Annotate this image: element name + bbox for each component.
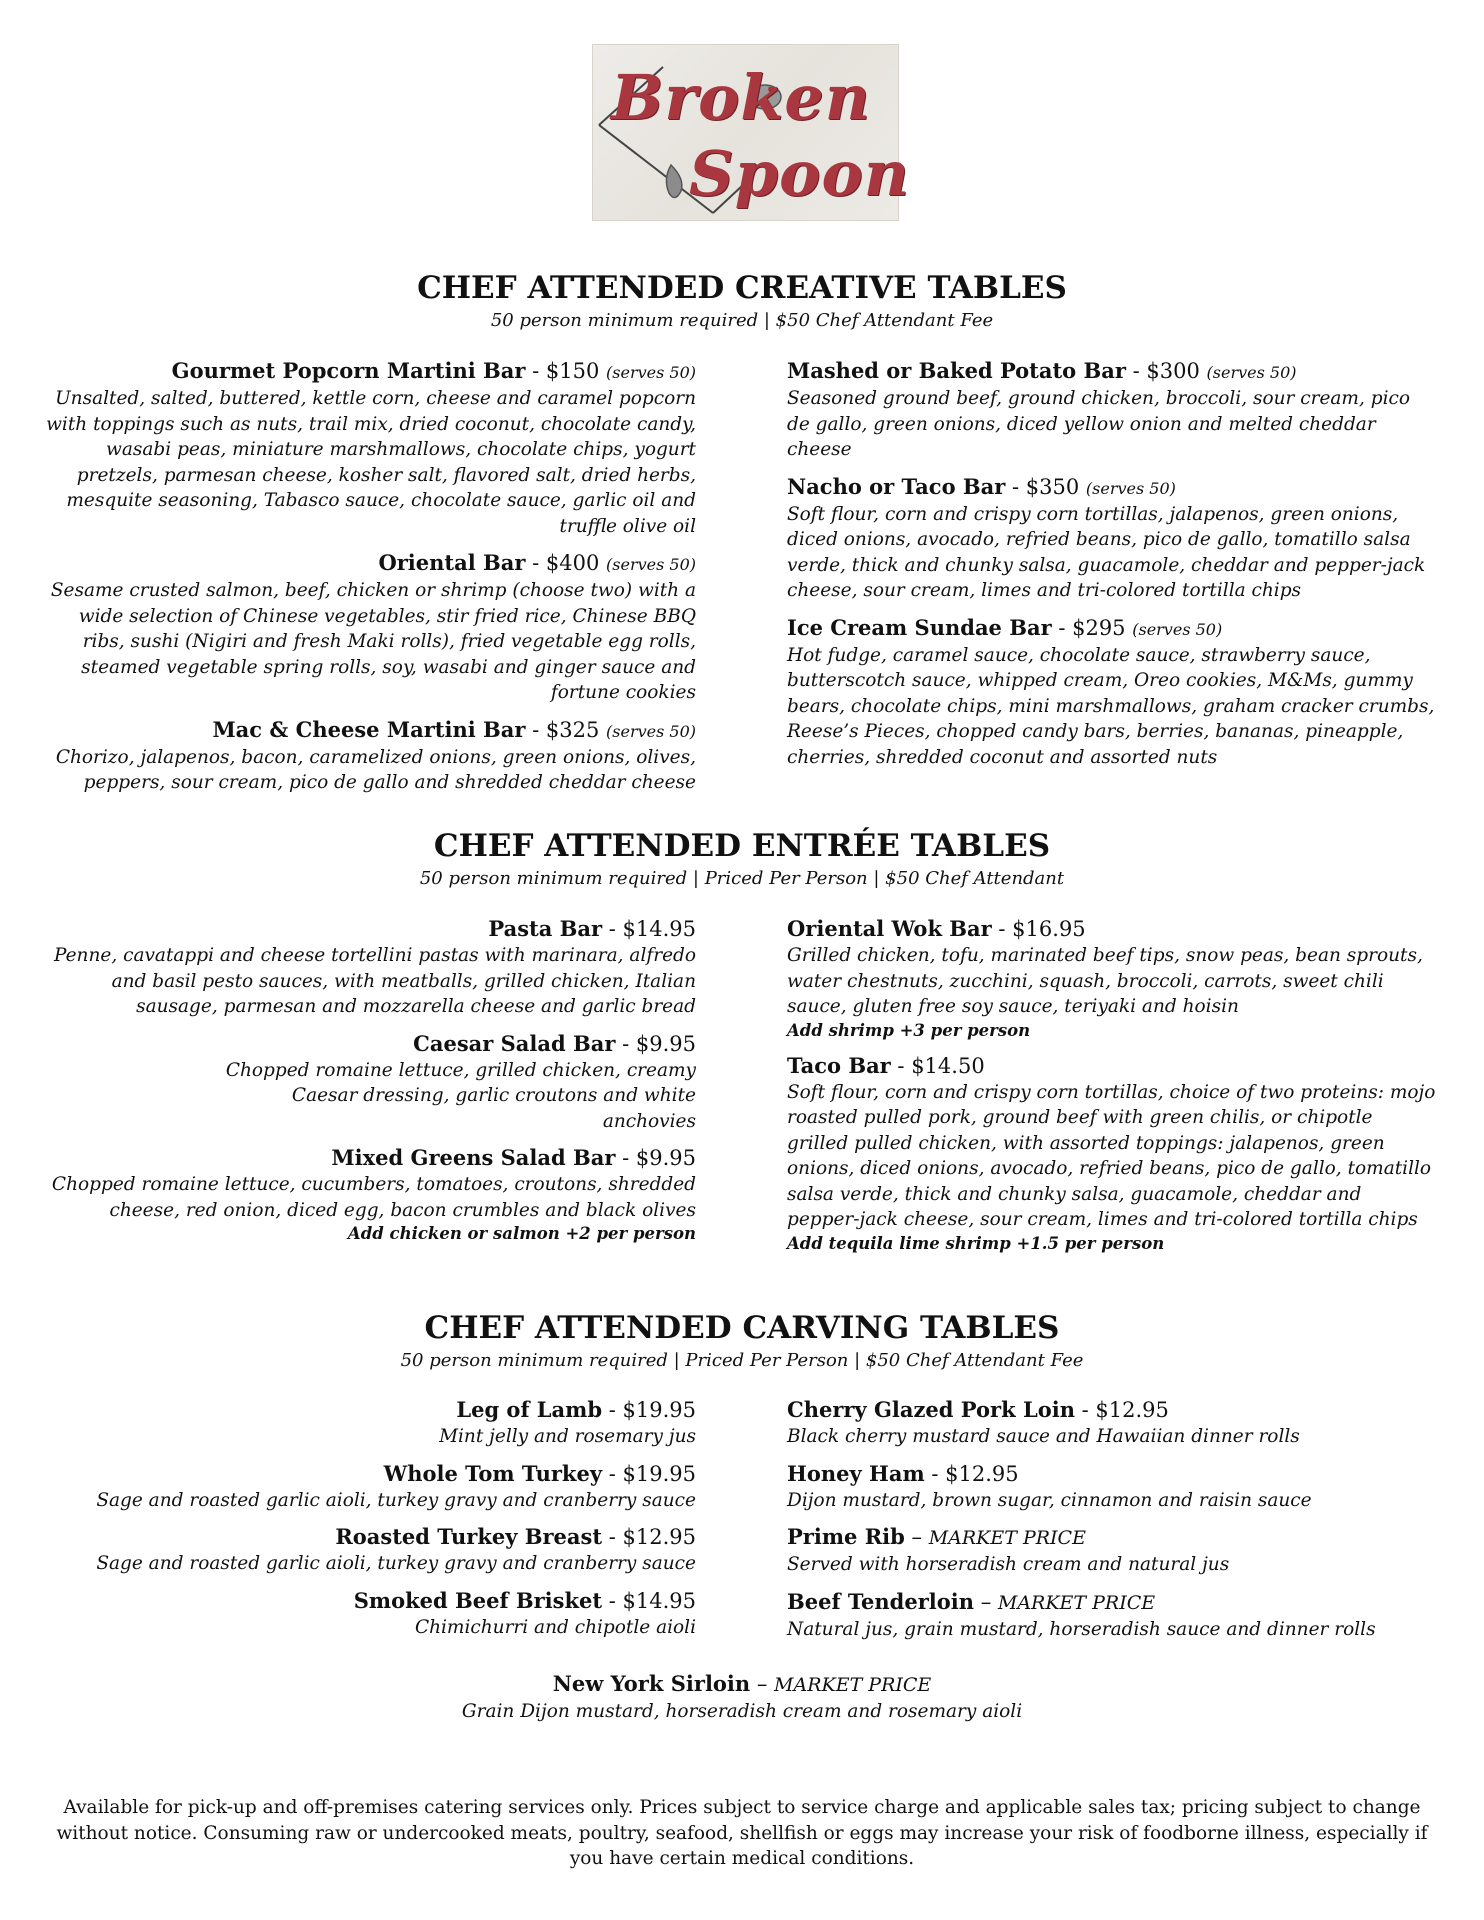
menu-item [46,1460,696,1514]
item-description: Soft flour, corn and crispy corn tortillas, choice of two proteins: mojo roasted pulled pork, ground beef with green chilis, or chipotle grilled pulled chicken, with assorted toppings: jalapenos, green onions, diced onions, avocado, refried beans, pico de gallo, tomatillo salsa verde, thick and chunky salsa, guacamole, cheddar and pepper-jack cheese, sour cream, limes and tri-colored tortilla chips [787,1081,1436,1230]
item-name: Smoked Beef Brisket [353,1587,603,1613]
footer-disclaimer: Available for pick-up and off-premises catering services only. Prices subject to service charge and applicable sales tax; pricing subject to change without notice. Consuming raw or undercooked meats, poultry, seafood, shellfish or eggs may increase your risk of foodborne illness, especially if you have certain medical conditions. [56,1797,1428,1869]
item-price: - $9.95 [615,1031,696,1056]
item-description: Grain Dijon mustard, horseradish cream and rosemary aioli [461,1701,1023,1722]
item-price: - $12.95 [1074,1398,1169,1422]
item-price: - $300 [1125,359,1207,383]
item-description: Mint jelly and rosemary jus [439,1426,696,1447]
item-description: Penne, cavatappi and cheese tortellini pastas with marinara, alfredo and basil pesto sauces, with meatballs, grilled chicken, Italian sausage, parmesan and mozzarella cheese and garlic bread [53,945,696,1017]
menu-item [787,473,1437,604]
menu-item [46,357,696,539]
item-price: – [974,1589,998,1614]
item-serves: (serves 50) [1206,363,1297,382]
item-add-on-note: Add chicken or salmon +2 per person [347,1224,696,1243]
item-price: - $325 [525,717,607,742]
menu-item [787,1588,1437,1643]
item-description: Chopped romaine lettuce, cucumbers, tomatoes, croutons, shredded cheese, red onion, diced egg, bacon crumbles and black olives [51,1174,696,1221]
menu-item [787,614,1437,771]
section-subtitle-creative: 50 person minimum required | $50 Chef Attendant Fee [490,310,994,331]
item-serves: (serves 50) [606,363,696,382]
item-name: Mac & Cheese Martini Bar [212,716,526,742]
logo-word-spoon: Spoon [689,137,910,210]
carving-left-column [46,1396,696,1650]
item-name: Whole Tom Turkey [383,1460,603,1486]
item-name: Ice Cream Sundae Bar [787,614,1052,640]
item-name: Caesar Salad Bar [413,1030,616,1056]
item-description: Black cherry mustard sauce and Hawaiian dinner rolls [787,1426,1300,1447]
menu-item [46,549,696,706]
item-price: - $16.95 [991,917,1086,941]
item-add-on-note: Add shrimp +3 per person [787,1020,1031,1040]
section-subtitle-entree: 50 person minimum required | Priced Per Person | $50 Chef Attendant [419,868,1065,889]
item-name: Leg of Lamb [456,1397,603,1422]
item-price: - $14.95 [602,917,696,941]
item-description: Seasoned ground beef, ground chicken, broccoli, sour cream, pico de gallo, green onions, diced yellow onion and melted cheddar cheese [787,388,1410,460]
menu-item [46,716,696,796]
carving-right-column [787,1396,1437,1652]
menu-item [46,1587,696,1641]
item-serves: (serves 50) [606,721,696,741]
item-price: – [750,1672,775,1696]
item-price: - $150 [525,359,607,383]
item-price: - $12.95 [924,1461,1019,1486]
item-description: Hot fudge, caramel sauce, chocolate sauce, strawberry sauce, butterscotch sauce, whipped cream, Oreo cookies, M&Ms, gummy bears, chocolate chips, mini marshmallows, graham cracker crumbs, Reese’s Pieces, chopped candy bars, berries, bananas, pineapple, cherries, shredded coconut and assorted nuts [787,644,1435,768]
creative-left-column [46,357,696,806]
item-name: Pasta Bar [488,916,603,941]
item-serves: (serves 50) [606,555,696,574]
menu-item [787,1052,1437,1255]
menu-item [46,1030,696,1135]
entree-right-column [787,915,1437,1265]
menu-item [787,915,1437,1042]
menu-item [787,1460,1437,1514]
menu-item [46,1144,696,1245]
item-price: - $14.50 [890,1053,985,1078]
item-name: Mashed or Baked Potato Bar [787,358,1126,383]
item-description: Sesame crusted salmon, beef, chicken or shrimp (choose two) with a wide selection of Chinese vegetables, stir fried rice, Chinese BBQ ribs, sushi (Nigiri and fresh Maki rolls), fried vegetable egg rolls, steamed vegetable spring rolls, soy, wasabi and ginger sauce and fortune cookies [50,580,696,703]
item-price: - $19.95 [602,1461,696,1486]
logo-word-broken: Broken [611,61,871,134]
item-serves: (serves 50) [1132,619,1223,639]
item-name: New York Sirloin [552,1671,751,1696]
item-description: Sage and roasted garlic aioli, turkey gravy and cranberry sauce [96,1489,696,1511]
item-price: - $400 [525,551,607,575]
item-serves: (serves 50) [1085,478,1176,498]
item-name: Roasted Turkey Breast [335,1524,603,1549]
section-title-creative: CHEF ATTENDED CREATIVE TABLES [417,270,1067,306]
item-name: Gourmet Popcorn Martini Bar [171,358,526,383]
item-name: Prime Rib [787,1524,905,1549]
creative-right-column [787,357,1437,780]
item-description: Dijon mustard, brown sugar, cinnamon and raisin sauce [787,1489,1312,1511]
item-name: Oriental Wok Bar [787,916,992,941]
item-price: - $9.95 [615,1146,696,1170]
item-name: Beef Tenderloin [787,1588,975,1614]
menu-item [46,1523,696,1577]
item-description: Served with horseradish cream and natural jus [787,1554,1230,1575]
item-price: - $295 [1051,615,1133,640]
item-description: Sage and roasted garlic aioli, turkey gravy and cranberry sauce [96,1553,696,1574]
item-description: Unsalted, salted, buttered, kettle corn, cheese and caramel popcorn with toppings such as nuts, trail mix, dried coconut, chocolate candy, wasabi peas, miniature marshmallows, chocolate chips, yogurt pretzels, parmesan cheese, kosher salt, flavored salt, dried herbs, mesquite seasoning, Tabasco sauce, chocolate sauce, garlic oil and truffle olive oil [46,388,696,537]
market-price: MARKET PRICE [997,1591,1156,1614]
item-price: - $19.95 [602,1398,696,1422]
item-description: Grilled chicken, tofu, marinated beef tips, snow peas, bean sprouts, water chestnuts, zucchini, squash, broccoli, carrots, sweet chili sauce, gluten free soy sauce, teriyaki and hoisin [787,945,1423,1017]
broken-spoon-logo [592,44,910,221]
item-description: Chorizo, jalapenos, bacon, caramelized onions, green onions, olives, peppers, sour cream, pico de gallo and shredded cheddar cheese [55,746,696,793]
carving-center-column [392,1670,1092,1735]
menu-item [787,357,1437,463]
item-name: Taco Bar [787,1052,891,1078]
market-price: MARKET PRICE [928,1527,1086,1549]
item-price: - $14.95 [602,1588,696,1613]
item-name: Oriental Bar [378,550,526,575]
menu-item [46,915,696,1020]
item-name: Nacho or Taco Bar [787,473,1006,499]
menu-item [787,1396,1437,1450]
item-price: - $12.95 [602,1525,696,1549]
item-price: – [904,1525,929,1549]
section-subtitle-carving: 50 person minimum required | Priced Per Person | $50 Chef Attendant Fee [400,1350,1084,1371]
section-title-carving: CHEF ATTENDED CARVING TABLES [424,1310,1060,1346]
item-description: Natural jus, grain mustard, horseradish sauce and dinner rolls [787,1618,1376,1640]
menu-item [46,1396,696,1450]
menu-item [787,1523,1437,1578]
market-price: MARKET PRICE [774,1674,932,1696]
item-name: Mixed Greens Salad Bar [331,1145,616,1170]
item-description: Soft flour, corn and crispy corn tortillas, jalapenos, green onions, diced onions, avocado, refried beans, pico de gallo, tomatillo salsa verde, thick and chunky salsa, guacamole, cheddar and pepper-jack cheese, sour cream, limes and tri-colored tortilla chips [787,503,1426,601]
item-add-on-note: Add tequila lime shrimp +1.5 per person [787,1233,1165,1253]
item-name: Honey Ham [787,1460,925,1486]
item-description: Chopped romaine lettuce, grilled chicken, creamy Caesar dressing, garlic croutons and white anchovies [225,1059,696,1132]
entree-left-column [46,915,696,1255]
item-description: Chimichurri and chipotle aioli [414,1616,696,1638]
section-title-entree: CHEF ATTENDED ENTRÉE TABLES [433,828,1051,864]
item-price: - $350 [1005,474,1086,499]
menu-item [392,1670,1092,1725]
item-name: Cherry Glazed Pork Loin [787,1397,1075,1422]
